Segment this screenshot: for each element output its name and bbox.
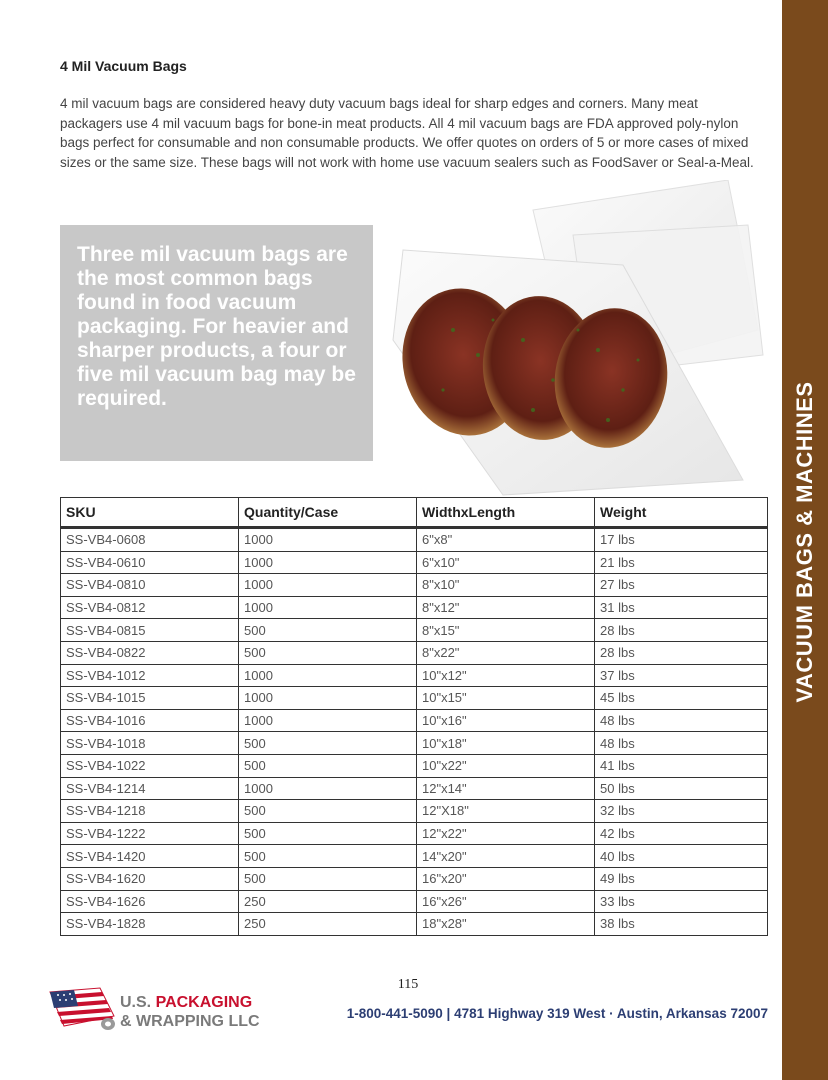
cell-dimensions: 10"x15": [417, 687, 595, 710]
cell-quantity: 500: [239, 800, 417, 823]
cell-sku: SS-VB4-0810: [61, 574, 239, 597]
product-table: [60, 497, 768, 936]
cell-dimensions: 8"x22": [417, 641, 595, 664]
cell-sku: SS-VB4-1420: [61, 845, 239, 868]
column-header-dimensions: WidthxLength: [417, 498, 595, 528]
logo-accent: PACKAGING: [155, 994, 253, 1011]
side-tab-label: VACUUM BAGS & MACHINES: [792, 381, 817, 703]
table-row: [61, 822, 768, 845]
american-flag-logo: [48, 986, 118, 1034]
cell-sku: SS-VB4-1015: [61, 687, 239, 710]
cell-sku: SS-VB4-1012: [61, 664, 239, 687]
cell-quantity: 1000: [239, 687, 417, 710]
table-row: [61, 641, 768, 664]
cell-sku: SS-VB4-0815: [61, 619, 239, 642]
vacuum-sealed-steaks-photo: [383, 180, 783, 500]
table-row: [61, 596, 768, 619]
cell-quantity: 500: [239, 845, 417, 868]
cell-quantity: 250: [239, 890, 417, 913]
cell-dimensions: 18"x28": [417, 913, 595, 936]
cell-quantity: 500: [239, 732, 417, 755]
contact-info: 1-800-441-5090 | 4781 Highway 319 West · Austin, Arkansas 72007: [346, 1006, 768, 1021]
cell-sku: SS-VB4-1626: [61, 890, 239, 913]
cell-dimensions: 16"x26": [417, 890, 595, 913]
cell-dimensions: 14"x20": [417, 845, 595, 868]
cell-sku: SS-VB4-1828: [61, 913, 239, 936]
cell-dimensions: 6"x8": [417, 528, 595, 552]
cell-quantity: 1000: [239, 574, 417, 597]
cell-weight: 31 lbs: [595, 596, 768, 619]
table-row: [61, 867, 768, 890]
cell-weight: 48 lbs: [595, 732, 768, 755]
cell-sku: SS-VB4-1620: [61, 867, 239, 890]
cell-quantity: 1000: [239, 596, 417, 619]
cell-weight: 42 lbs: [595, 822, 768, 845]
cell-dimensions: 12"X18": [417, 800, 595, 823]
cell-quantity: 1000: [239, 709, 417, 732]
cell-quantity: 1000: [239, 777, 417, 800]
table-row: [61, 551, 768, 574]
cell-weight: 37 lbs: [595, 664, 768, 687]
cell-quantity: 500: [239, 754, 417, 777]
cell-weight: 45 lbs: [595, 687, 768, 710]
cell-dimensions: 8"x10": [417, 574, 595, 597]
table-row: [61, 709, 768, 732]
cell-sku: SS-VB4-0822: [61, 641, 239, 664]
table-row: [61, 687, 768, 710]
table-row: [61, 890, 768, 913]
intro-paragraph: 4 mil vacuum bags are considered heavy duty vacuum bags ideal for sharp edges and corners. Many meat packagers use 4 mil vacuum bags for bone-in meat products. All 4 mil vacuum bags are FDA approved poly-nylon bags perfect for consumable and non consumable products. We offer quotes on orders of 5 or more cases of mixed sizes or the same size. These bags will not work with home use vacuum sealers such as FoodSaver or Seal-a-Meal.: [60, 96, 754, 170]
table-row: [61, 528, 768, 552]
cell-quantity: 1000: [239, 528, 417, 552]
cell-weight: 49 lbs: [595, 867, 768, 890]
cell-dimensions: 16"x20": [417, 867, 595, 890]
table-row: [61, 845, 768, 868]
table-row: [61, 574, 768, 597]
column-header-weight: Weight: [595, 498, 768, 528]
logo-text-line2: & WRAPPING LLC: [120, 1013, 260, 1030]
logo-prefix: U.S.: [120, 994, 152, 1011]
cell-quantity: 500: [239, 822, 417, 845]
table-body: [61, 528, 768, 936]
cell-weight: 38 lbs: [595, 913, 768, 936]
cell-dimensions: 6"x10": [417, 551, 595, 574]
cell-sku: SS-VB4-1022: [61, 754, 239, 777]
cell-sku: SS-VB4-1018: [61, 732, 239, 755]
cell-quantity: 1000: [239, 664, 417, 687]
page-title: 4 Mil Vacuum Bags: [60, 58, 187, 74]
cell-quantity: 250: [239, 913, 417, 936]
cell-sku: SS-VB4-0812: [61, 596, 239, 619]
cell-quantity: 500: [239, 619, 417, 642]
logo-text-line1: [120, 994, 252, 1012]
cell-weight: 33 lbs: [595, 890, 768, 913]
page-number: 115: [397, 977, 419, 992]
table-row: [61, 664, 768, 687]
cell-sku: SS-VB4-0610: [61, 551, 239, 574]
table-row: [61, 800, 768, 823]
cell-weight: 21 lbs: [595, 551, 768, 574]
cell-quantity: 500: [239, 641, 417, 664]
cell-weight: 40 lbs: [595, 845, 768, 868]
cell-quantity: 500: [239, 867, 417, 890]
table-row: [61, 777, 768, 800]
cell-weight: 28 lbs: [595, 641, 768, 664]
cell-weight: 17 lbs: [595, 528, 768, 552]
callout-box: [60, 225, 373, 461]
cell-sku: SS-VB4-1214: [61, 777, 239, 800]
cell-quantity: 1000: [239, 551, 417, 574]
cell-weight: 50 lbs: [595, 777, 768, 800]
cell-weight: 28 lbs: [595, 619, 768, 642]
cell-dimensions: 12"x22": [417, 822, 595, 845]
cell-dimensions: 10"x12": [417, 664, 595, 687]
table-row: [61, 913, 768, 936]
cell-dimensions: 8"x15": [417, 619, 595, 642]
cell-sku: SS-VB4-1016: [61, 709, 239, 732]
cell-sku: SS-VB4-1222: [61, 822, 239, 845]
table-header-row: [61, 498, 768, 528]
cell-weight: 27 lbs: [595, 574, 768, 597]
table-row: [61, 732, 768, 755]
column-header-quantity: Quantity/Case: [239, 498, 417, 528]
cell-dimensions: 10"x22": [417, 754, 595, 777]
cell-dimensions: 12"x14": [417, 777, 595, 800]
table-row: [61, 754, 768, 777]
cell-weight: 32 lbs: [595, 800, 768, 823]
cell-dimensions: 8"x12": [417, 596, 595, 619]
company-logo: [48, 986, 288, 1036]
cell-dimensions: 10"x16": [417, 709, 595, 732]
cell-weight: 41 lbs: [595, 754, 768, 777]
callout-text: Three mil vacuum bags are the most common bags found in food vacuum packaging. For heavier and sharper products, a four or five mil vacuum bag may be required.: [77, 243, 356, 410]
cell-sku: SS-VB4-1218: [61, 800, 239, 823]
cell-dimensions: 10"x18": [417, 732, 595, 755]
column-header-sku: SKU: [61, 498, 239, 528]
cell-weight: 48 lbs: [595, 709, 768, 732]
table-row: [61, 619, 768, 642]
cell-sku: SS-VB4-0608: [61, 528, 239, 552]
